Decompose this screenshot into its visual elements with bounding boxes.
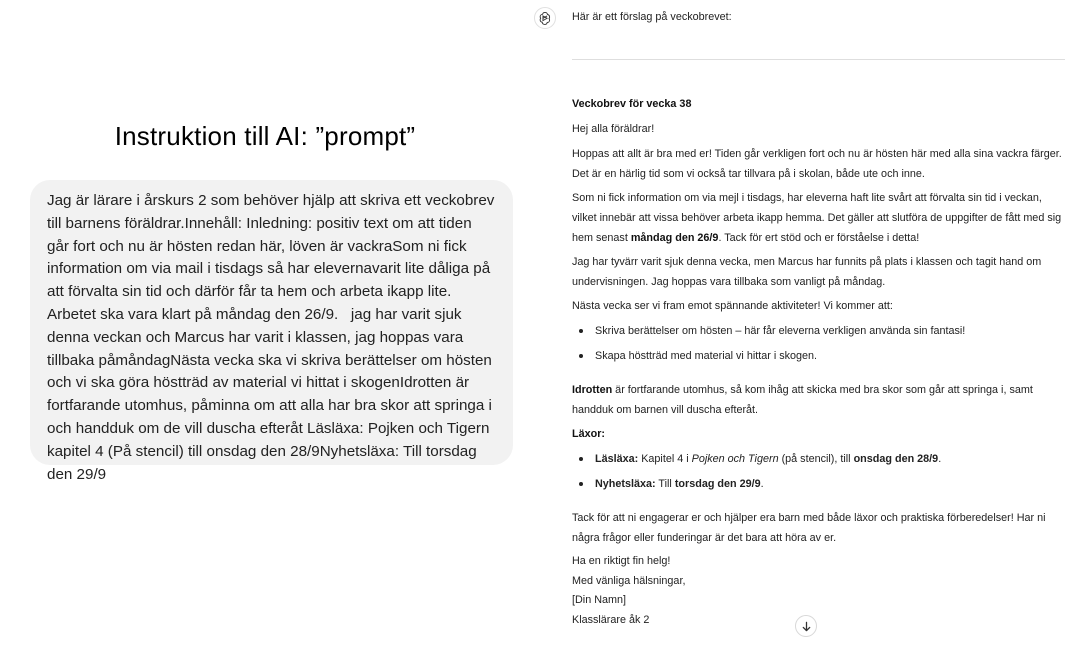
paragraph-1: Hoppas att allt är bra med er! Tiden går verkligen fort och nu är hösten här med alla sina vackra färger. Det är en härlig tid som vi också tar tillvara på i skolan, både ute och inne. — [572, 148, 1062, 180]
letter-title: Veckobrev för vecka 38 — [572, 98, 692, 110]
list-item: Nyhetsläxa: Till torsdag den 29/9. — [572, 474, 1065, 494]
reply-intro: Här är ett förslag på veckobrevet: — [572, 11, 732, 23]
list-item: Skriva berättelser om hösten – här får eleverna verkligen använda sin fantasi! — [572, 321, 1065, 341]
chatgpt-logo-icon — [538, 11, 552, 25]
closing-1: Ha en riktigt fin helg! — [572, 555, 671, 567]
list-item: Läsläxa: Kapitel 4 i Pojken och Tigern (på stencil), till onsdag den 28/9. — [572, 449, 1065, 469]
arrow-down-icon — [801, 621, 812, 632]
paragraph-4: Nästa vecka ser vi fram emot spännande aktiviteter! Vi kommer att: — [572, 300, 893, 312]
paragraph-2: Som ni fick information om via mejl i tisdags, har eleverna haft lite svårt att förvalta sin tid i veckan, vilket innebär att vissa behöver arbeta ikapp hemma. Det gäller att slutföra de uppgifter de fått med sig hem senast måndag den 26/9. Tack för ert stöd och er förståelse i detta! — [572, 192, 1062, 244]
greeting: Hej alla föräldrar! — [572, 123, 655, 135]
homework-label: Läxor: — [572, 428, 605, 440]
heading: Instruktion till AI: ”prompt” — [114, 121, 416, 151]
list-item: Skapa höstträd med material vi hittar i skogen. — [572, 346, 1065, 366]
paragraph-5: Idrotten är fortfarande utomhus, så kom ihåg att skicka med bra skor som går att springa i, samt handduk om barnen vill duscha efteråt. — [572, 384, 1033, 416]
assistant-avatar — [534, 7, 556, 29]
paragraph-3: Jag har tyvärr varit sjuk denna vecka, men Marcus har funnits på plats i klassen och tagit hand om undervisningen. Jag hoppas vara tillbaka som vanligt på måndag. — [572, 256, 1042, 288]
closing-4: Klasslärare åk 2 — [572, 614, 650, 626]
closing-2: Med vänliga hälsningar, — [572, 575, 686, 587]
paragraph-6: Tack för att ni engagerar er och hjälper era barn med både läxor och praktiska förberedelser! Har ni några frågor eller funderingar är det bara att höra av er. — [572, 512, 1046, 544]
closing-3: [Din Namn] — [572, 594, 627, 606]
user-prompt-bubble: Jag är lärare i årskurs 2 som behöver hjälp att skriva ett veckobrev till barnens föräldrar.Innehåll: Inledning: positiv text om att tiden går fort och nu är hösten redan här, löven är vackraSom ni fick information om via mail i tisdags så har elevernavarit lite dåliga på att förvalta sin tid och därför får ta hem och arbeta ikapp lite. Arbetet ska vara klart på måndag den 26/9. jag har varit sjuk denna veckan och Marcus har varit i klassen, jag hoppas vara tillbaka påmåndagNästa vecka ska vi skriva berättelser om hösten och vi ska göra höstträd av material vi hittat i skogenIdrotten är fortfarande utomhus, påminna om att alla har bra skor att springa i och handduk om de vill duscha efteråt Läsläxa: Pojken och Tigern kapitel 4 (På stencil) till onsdag den 28/9Nyhetsläxa: Till torsdag den 29/9 — [30, 180, 513, 465]
scroll-down-button[interactable] — [795, 615, 817, 637]
divider — [572, 59, 1065, 60]
